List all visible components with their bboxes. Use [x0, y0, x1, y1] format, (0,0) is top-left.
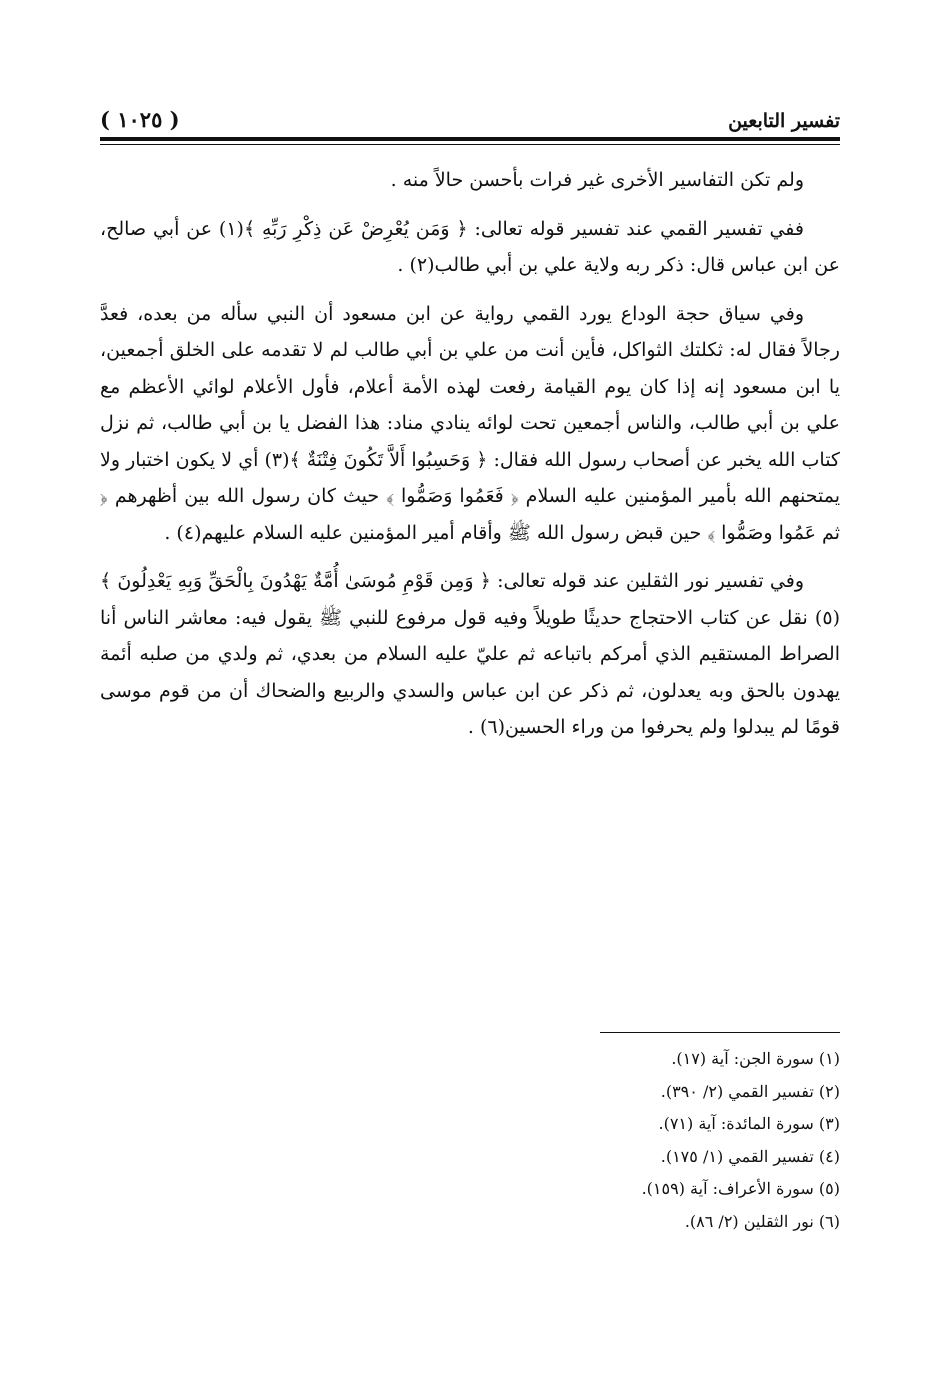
page-number: ( ١٠٢٥ ) [100, 107, 180, 132]
paragraph: وفي تفسير نور الثقلين عند قوله تعالى: ﴿ وَمِن قَوْمِ مُوسَىٰ أُمَّةٌ يَهْدُونَ بِالْحَقِّ وَبِهِ يَعْدِلُونَ ﴾(٥) نقل عن كتاب الاحتجاج حديثًا طويلاً وفيه قول مرفوع للنبي ﷺ يقول فيه: معاشر الناس أنا الصراط المستقيم الذي أمركم باتباعه ثم عليّ عليه السلام من بعدي، ثم ولدي من صلبه أئمة يهدون بالحق وبه يعدلون، ثم ذكر عن ابن عباس والسدي والربيع والضحاك أن من قوم موسى قومًا لم يبدلوا ولم يحرفوا من وراء الحسين(٦) . [100, 570, 840, 738]
body-text [100, 162, 840, 758]
footnotes [300, 1043, 844, 1238]
header-rule-thin [100, 144, 840, 145]
paragraph: ففي تفسير القمي عند تفسير قوله تعالى: ﴿ وَمَن يُعْرِضْ عَن ذِكْرِ رَبِّهِ ﴾(١) عن أبي صالح، عن ابن عباس قال: ذكر ربه ولاية علي بن أبي طالب(٢) . [100, 217, 840, 276]
footnote: (١) سورة الجن: آية (١٧). [671, 1049, 840, 1068]
page-header [100, 98, 840, 132]
running-title: تفسير التابعين [728, 110, 840, 132]
footnote: (٣) سورة المائدة: آية (٧١). [658, 1114, 840, 1133]
paragraph: وفي سياق حجة الوداع يورد القمي رواية عن ابن مسعود أن النبي سأله من بعده، فعدَّ رجالاً فقال له: ثكلتك الثواكل، فأين أنت من علي بن أبي طالب لم لا تقدمه على الخلق أجمعين، يا ابن مسعود إنه إذا كان يوم القيامة رفعت لهذه الأمة أعلام، فأول الأعلام لوائي الأعظم مع علي بن أبي طالب، والناس أجمعين تحت لوائه ينادي مناد: هذا الفضل يا بن أبي طالب، ثم نزل كتاب الله يخبر عن أصحاب رسول الله فقال: ﴿ وَحَسِبُوا أَلاَّ تَكُونَ فِتْنَةٌ ﴾(٣) أي لا يكون اختبار ولا يمتحنهم الله بأمير المؤمنين عليه السلام ﴿ فَعَمُوا وَصَمُّوا ﴾ حيث كان رسول الله بين أظهرهم ﴿ ثم عَمُوا وصَمُّوا ﴾ حين قبض رسول الله ﷺ وأقام أمير المؤمنين عليه السلام عليهم(٤) . [100, 302, 840, 544]
footnote: (٦) نور الثقلين (٢/ ٨٦). [684, 1211, 840, 1231]
paragraph: ولم تكن التفاسير الأخرى غير فرات بأحسن حالاً منه . [390, 169, 804, 191]
footnote-separator [600, 1032, 840, 1033]
header-rule-thick [100, 137, 840, 141]
footnote: (٤) تفسير القمي (١/ ١٧٥). [660, 1146, 840, 1166]
footnote: (٢) تفسير القمي (٢/ ٣٩٠). [660, 1081, 840, 1101]
footnote: (٥) سورة الأعراف: آية (١٥٩). [641, 1179, 840, 1198]
